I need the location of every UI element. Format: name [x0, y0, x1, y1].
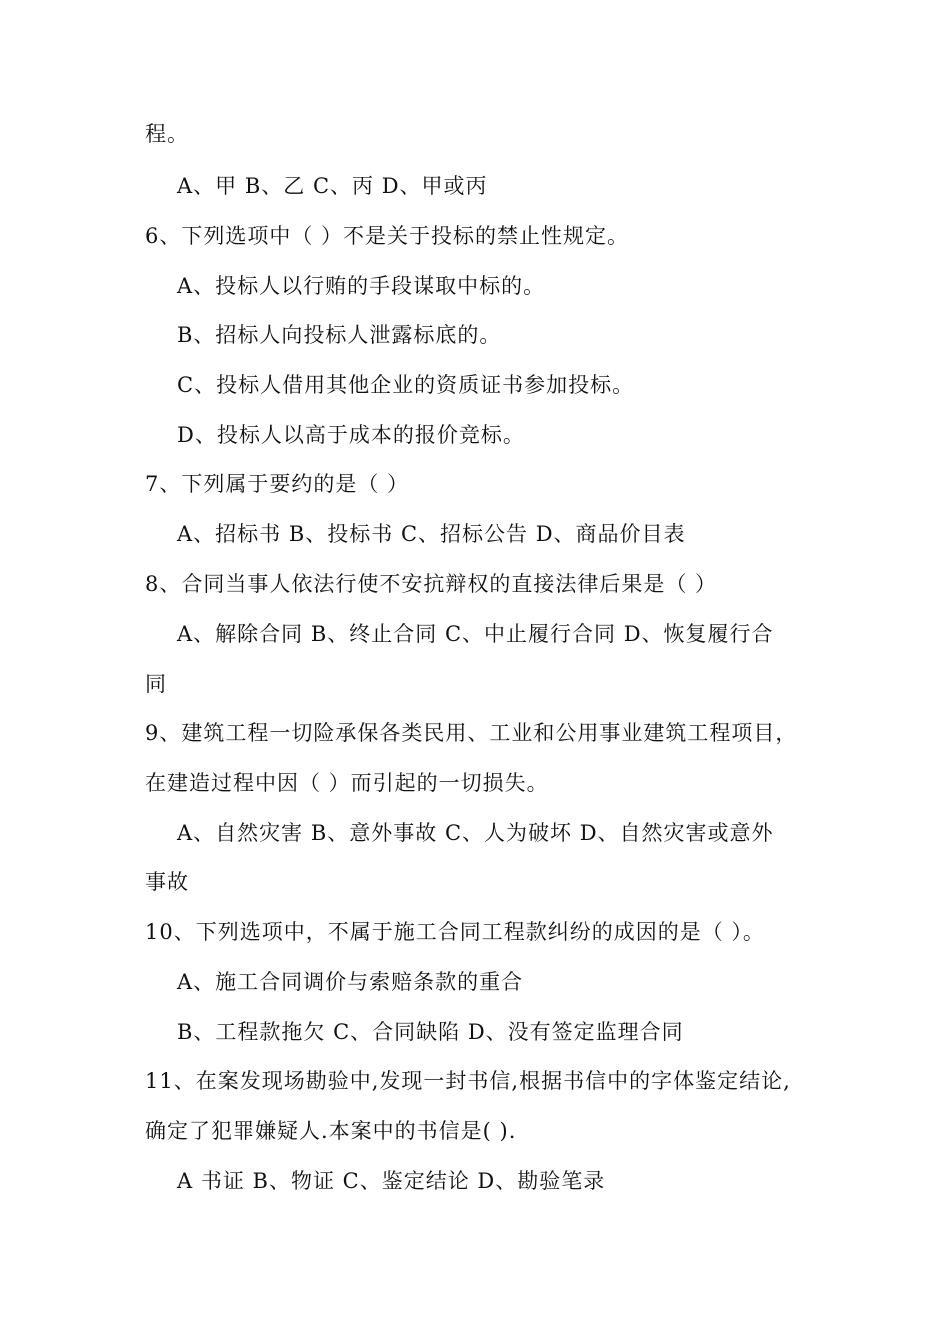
question-6-option-b: B、招标人向投标人泄露标底的。 [177, 323, 502, 347]
question-6-stem: 6、下列选项中（ ）不是关于投标的禁止性规定。 [145, 224, 630, 248]
question-9-options: A、自然灾害 B、意外事故 C、人为破坏 D、自然灾害或意外 [177, 821, 774, 845]
question-10-options-bcd: B、工程款拖欠 C、合同缺陷 D、没有签定监理合同 [177, 1020, 684, 1044]
question-11-options: A 书证 B、物证 C、鉴定结论 D、勘验笔录 [177, 1169, 606, 1193]
question-9-options-wrap: 事故 [145, 870, 189, 894]
question-6-option-c: C、投标人借用其他企业的资质证书参加投标。 [177, 373, 635, 397]
question-5-continuation: 程。 [145, 122, 189, 146]
question-9-stem-cont: 在建造过程中因（ ）而引起的一切损失。 [145, 771, 549, 795]
question-9-stem: 9、建筑工程一切险承保各类民用、工业和公用事业建筑工程项目， [145, 721, 798, 745]
question-8-options: A、解除合同 B、终止合同 C、中止履行合同 D、恢复履行合 [177, 622, 774, 646]
question-8-stem: 8、合同当事人依法行使不安抗辩权的直接法律后果是（ ） [145, 572, 718, 596]
question-10-option-a: A、施工合同调价与索赔条款的重合 [177, 970, 524, 994]
question-8-options-wrap: 同 [145, 672, 167, 696]
question-7-options: A、招标书 B、投标书 C、招标公告 D、商品价目表 [177, 522, 686, 546]
question-11-stem-cont: 确定了犯罪嫌疑人.本案中的书信是( ). [145, 1119, 517, 1143]
question-6-option-d: D、投标人以高于成本的报价竞标。 [177, 423, 525, 447]
question-10-stem: 10、下列选项中，不属于施工合同工程款纠纷的成因的是（ ）。 [145, 920, 765, 944]
question-5-options: A、甲 B、乙 C、丙 D、甲或丙 [177, 174, 488, 198]
question-6-option-a: A、投标人以行贿的手段谋取中标的。 [177, 274, 546, 298]
question-11-stem: 11、在案发现场勘验中,发现一封书信,根据书信中的字体鉴定结论, [145, 1069, 791, 1093]
question-7-stem: 7、下列属于要约的是（ ） [145, 472, 410, 496]
